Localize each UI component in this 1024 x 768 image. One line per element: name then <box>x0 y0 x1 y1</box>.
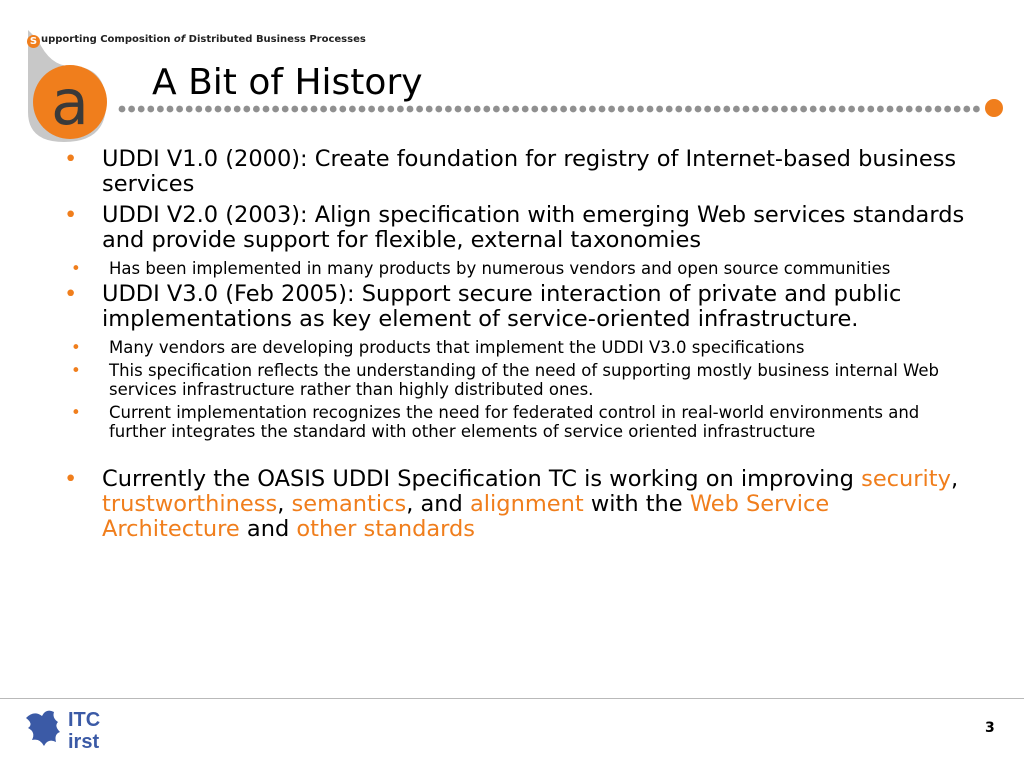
itc-irst-logo <box>24 704 120 754</box>
rule-dot <box>560 106 567 113</box>
rule-dot <box>608 106 615 113</box>
rule-dot <box>464 106 471 113</box>
logo-text-irst: irst <box>68 731 100 753</box>
rule-dot <box>167 106 174 113</box>
rule-dot <box>215 106 222 113</box>
slide-title: A Bit of History <box>152 62 423 103</box>
sub-bullet-text: Many vendors are developing products that implement the UDDI V3.0 specifications <box>109 338 805 357</box>
rule-dot <box>474 106 481 113</box>
rule-dot <box>685 106 692 113</box>
text-run: with the <box>583 491 690 517</box>
rule-dot <box>416 106 423 113</box>
bullet-item <box>64 467 969 542</box>
rule-dot <box>925 106 932 113</box>
highlight-semantics: semantics <box>291 491 407 517</box>
text-run: , <box>277 491 292 517</box>
rule-dot <box>157 106 164 113</box>
sub-bullet-dot-icon: • <box>71 259 81 278</box>
highlight-other-standards: other standards <box>296 516 476 542</box>
bullet-text-oasis <box>102 466 958 542</box>
bullet-text: UDDI V3.0 (Feb 2005): Support secure interaction of private and public implementations as key element of service-oriented infrastructure. <box>102 281 902 332</box>
sub-bullet-dot-icon: • <box>71 403 81 422</box>
rule-dot <box>771 106 778 113</box>
logo-text-itc: ITC <box>68 709 101 731</box>
rule-dot <box>541 106 548 113</box>
rule-dot <box>445 106 452 113</box>
dotted-rule-dots <box>119 106 980 113</box>
rule-dot <box>243 106 250 113</box>
sub-bullet-text: This specification reflects the understanding of the need of supporting mostly business internal Web services infrastructure rather than highly distributed ones. <box>109 361 940 399</box>
rule-dot <box>186 106 193 113</box>
rule-dot <box>896 106 903 113</box>
highlight-alignment: alignment <box>470 491 584 517</box>
rule-dot <box>579 106 586 113</box>
rule-dot <box>426 106 433 113</box>
text-run: Currently the OASIS UDDI Specification TC is working on improving <box>102 466 862 492</box>
rule-dot <box>378 106 385 113</box>
rule-dot <box>570 106 577 113</box>
rule-dot <box>320 106 327 113</box>
rule-dot <box>224 106 231 113</box>
rule-dot <box>858 106 865 113</box>
sub-bullet-dot-icon: • <box>71 338 81 357</box>
bullet-dot-icon: • <box>64 466 78 492</box>
slide-content <box>64 147 969 548</box>
rule-dot <box>637 106 644 113</box>
logo-letter: a <box>51 66 89 139</box>
rule-dot <box>954 106 961 113</box>
rule-dot <box>522 106 529 113</box>
dotted-rule-end-dot <box>985 99 1003 117</box>
rule-dot <box>963 106 970 113</box>
highlight-web-service-architecture: Web Service Architecture <box>102 491 830 542</box>
rule-dot <box>435 106 442 113</box>
tagline-of: of <box>173 34 186 45</box>
rule-dot <box>291 106 298 113</box>
text-run: , and <box>406 491 470 517</box>
rule-dot <box>762 106 769 113</box>
rule-dot <box>195 106 202 113</box>
rule-dot <box>906 106 913 113</box>
rule-dot <box>829 106 836 113</box>
rule-dot <box>877 106 884 113</box>
rule-dot <box>791 106 798 113</box>
rule-dot <box>666 106 673 113</box>
title-dotted-rule <box>0 0 1024 130</box>
rule-dot <box>272 106 279 113</box>
rule-dot <box>138 106 145 113</box>
rule-dot <box>810 106 817 113</box>
rule-dot <box>935 106 942 113</box>
rule-dot <box>531 106 538 113</box>
rule-dot <box>848 106 855 113</box>
bullet-item <box>64 147 969 197</box>
bullet-dot-icon: • <box>64 202 78 228</box>
sub-bullet-dot-icon: • <box>71 361 81 380</box>
rule-dot <box>359 106 366 113</box>
tagline-s-badge: S <box>27 35 40 48</box>
sub-bullet-item <box>26 361 969 399</box>
rule-dot <box>205 106 212 113</box>
rule-dot <box>973 106 980 113</box>
rule-dot <box>915 106 922 113</box>
bullet-item <box>64 203 969 253</box>
rule-dot <box>387 106 394 113</box>
itc-bird-icon <box>26 711 60 746</box>
rule-dot <box>330 106 337 113</box>
rule-dot <box>781 106 788 113</box>
rule-dot <box>743 106 750 113</box>
rule-dot <box>887 106 894 113</box>
spacer <box>64 445 969 467</box>
rule-dot <box>867 106 874 113</box>
rule-dot <box>263 106 270 113</box>
sub-bullet-text: Current implementation recognizes the need for federated control in real-world environments and further integrates the standard with other elements of service oriented infrastructure <box>109 403 920 441</box>
text-run: and <box>239 516 297 542</box>
rule-dot <box>800 106 807 113</box>
rule-dot <box>695 106 702 113</box>
rule-dot <box>551 106 558 113</box>
rule-dot <box>704 106 711 113</box>
footer-divider <box>0 698 1024 699</box>
rule-dot <box>723 106 730 113</box>
rule-dot <box>752 106 759 113</box>
tagline-part1: upporting Composition <box>41 34 174 45</box>
rule-dot <box>368 106 375 113</box>
sub-bullet-item <box>26 403 969 441</box>
rule-dot <box>301 106 308 113</box>
rule-dot <box>839 106 846 113</box>
highlight-trustworthiness: trustworthiness <box>102 491 278 517</box>
bullet-dot-icon: • <box>64 146 78 172</box>
rule-dot <box>503 106 510 113</box>
rule-dot <box>714 106 721 113</box>
rule-dot <box>349 106 356 113</box>
rule-dot <box>282 106 289 113</box>
rule-dot <box>589 106 596 113</box>
tagline-part2: Distributed Business Processes <box>185 34 366 45</box>
rule-dot <box>128 106 135 113</box>
rule-dot <box>147 106 154 113</box>
rule-dot <box>397 106 404 113</box>
rule-dot <box>627 106 634 113</box>
rule-dot <box>253 106 260 113</box>
rule-dot <box>493 106 500 113</box>
sub-bullet-item <box>26 259 969 278</box>
rule-dot <box>656 106 663 113</box>
rule-dot <box>512 106 519 113</box>
rule-dot <box>407 106 414 113</box>
rule-dot <box>647 106 654 113</box>
page-number: 3 <box>985 720 995 736</box>
rule-dot <box>234 106 241 113</box>
rule-dot <box>119 106 126 113</box>
bullet-text: UDDI V2.0 (2003): Align specification with emerging Web services standards and provide support for flexible, external taxonomies <box>102 202 965 253</box>
highlight-security: security <box>861 466 951 492</box>
text-run: , <box>950 466 959 492</box>
bullet-text: UDDI V1.0 (2000): Create foundation for registry of Internet-based business services <box>102 146 957 197</box>
rule-dot <box>311 106 318 113</box>
rule-dot <box>455 106 462 113</box>
rule-dot <box>675 106 682 113</box>
rule-dot <box>483 106 490 113</box>
rule-dot <box>599 106 606 113</box>
sub-bullet-text: Has been implemented in many products by numerous vendors and open source communities <box>109 259 891 278</box>
rule-dot <box>733 106 740 113</box>
bullet-dot-icon: • <box>64 281 78 307</box>
rule-dot <box>339 106 346 113</box>
sub-bullet-item <box>26 338 969 357</box>
rule-dot <box>819 106 826 113</box>
rule-dot <box>944 106 951 113</box>
rule-dot <box>618 106 625 113</box>
rule-dot <box>176 106 183 113</box>
bullet-item <box>64 282 969 332</box>
